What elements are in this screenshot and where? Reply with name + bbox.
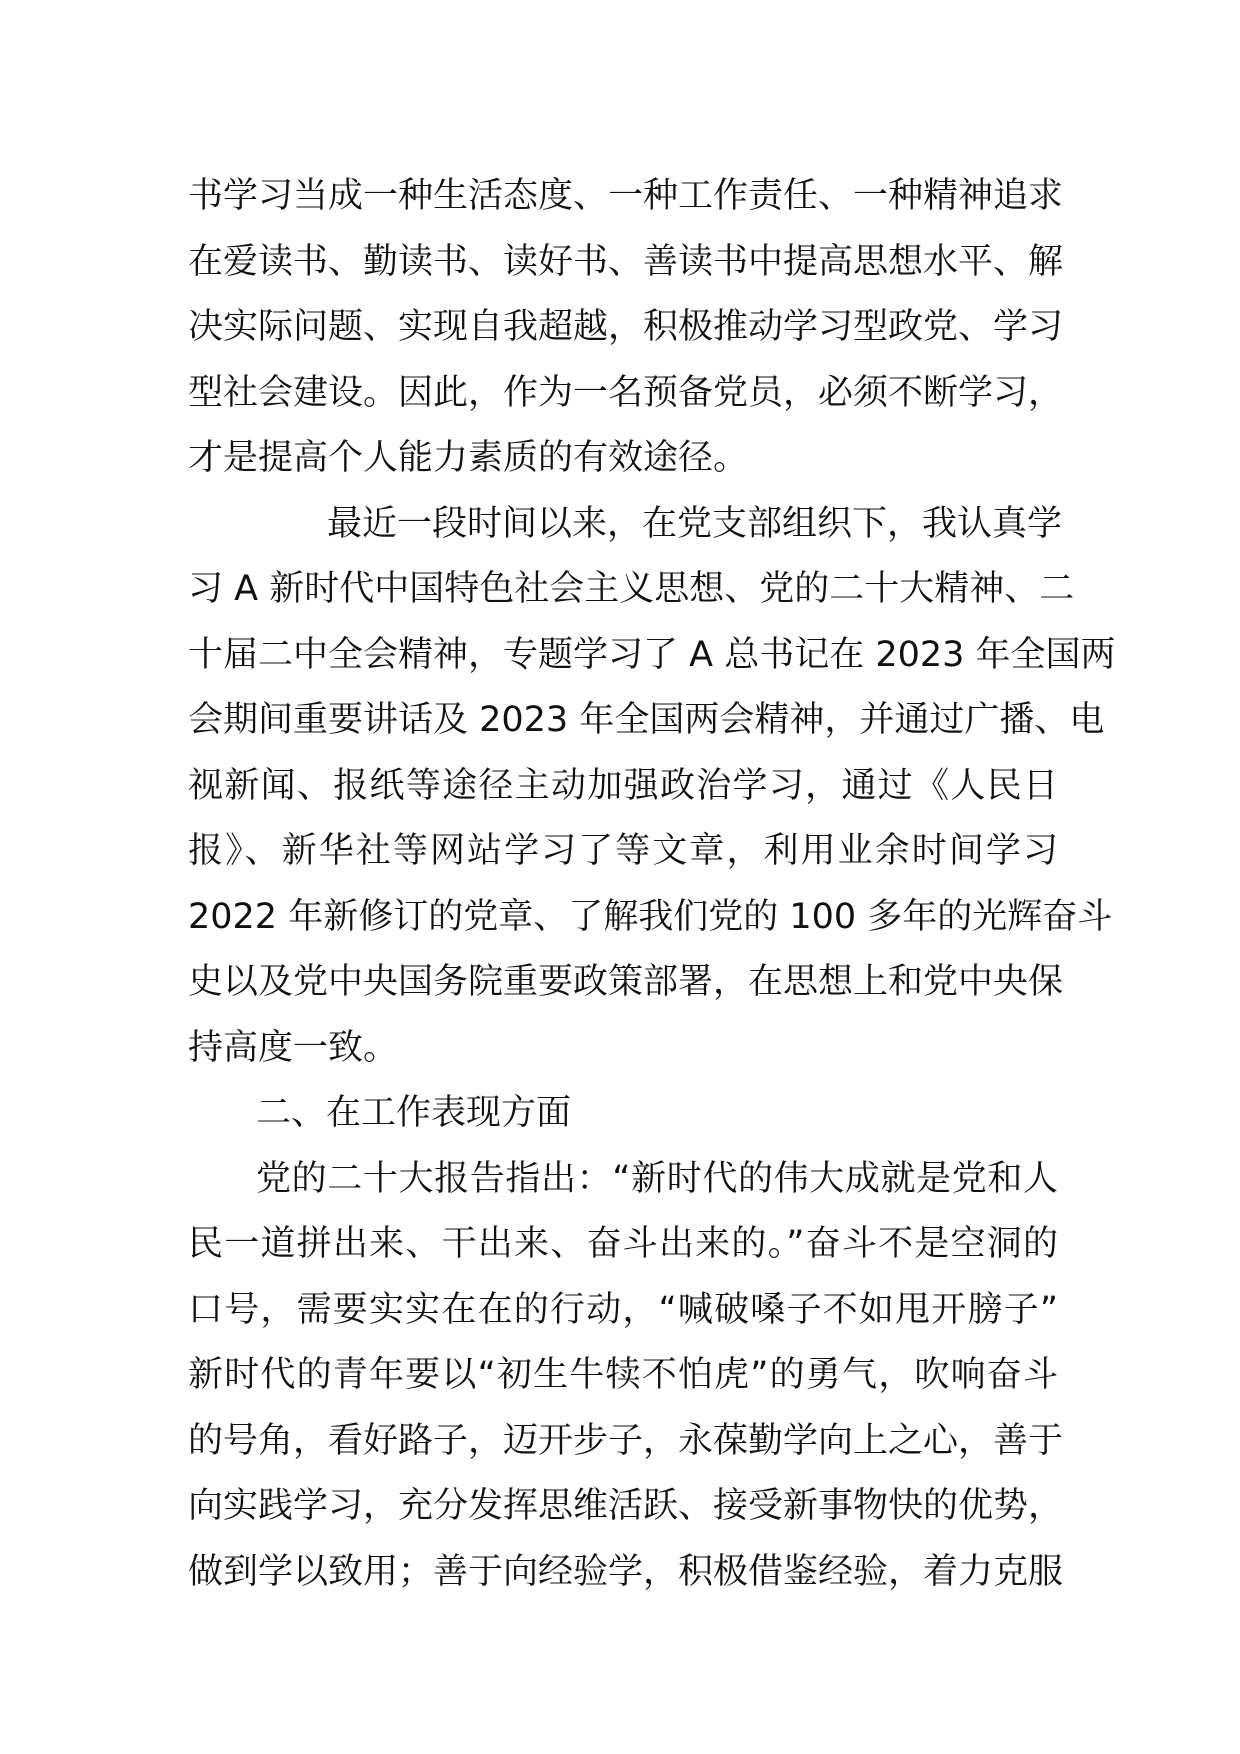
text-line: 新时代的青年要以“初生牛犊不怕虎”的勇气，吹响奋斗 — [188, 1355, 1058, 1395]
text-line: 报》、新华社等网站学习了等文章，利用业余时间学习 — [188, 831, 1058, 871]
text-line: 会期间重要讲话及 2023 年全国两会精神，并通过广播、电 — [188, 700, 1105, 740]
document-body — [188, 164, 1116, 1605]
text-line: 民一道拼出来、干出来、奋斗出来的。”奋斗不是空洞的 — [188, 1224, 1058, 1264]
text-line: 视新闻、报纸等途径主动加强政治学习，通过《人民日 — [188, 765, 1058, 806]
text-line: 决实际问题、实现自我超越，积极推动学习型政党、学习 — [188, 307, 1064, 347]
text-line: 才是提高个人能力素质的有效途径。 — [188, 438, 749, 478]
text-line: 向实践学习，充分发挥思维活跃、接受新事物快的优势， — [188, 1486, 1064, 1526]
paragraph-first-line: 最近一段时间以来，在党支部组织下，我认真学 — [327, 503, 1063, 544]
text-line: 持高度一致。 — [188, 1027, 399, 1068]
text-line: 2022 年新修订的党章、了解我们党的 100 多年的光辉奋斗 — [188, 896, 1113, 937]
text-line: 在爱读书、勤读书、读好书、善读书中提高思想水平、解 — [188, 241, 1064, 282]
text-line: 的号角，看好路子，迈开步子，永葆勤学向上之心，善于 — [188, 1420, 1064, 1461]
paragraph-first-line: 党的二十大报告指出：“新时代的伟大成就是党和人 — [256, 1158, 1058, 1199]
text-line: 习 A 新时代中国特色社会主义思想、党的二十大精神、二 — [188, 569, 1075, 609]
text-line: 型社会建设。因此，作为一名预备党员，必须不断学习， — [188, 372, 1064, 413]
text-line: 十届二中全会精神，专题学习了 A 总书记在 2023 年全国两 — [188, 634, 1116, 675]
text-line: 做到学以致用；善于向经验学，积极借鉴经验，着力克服 — [188, 1551, 1064, 1592]
text-line: 口号，需要实实在在的行动，“喊破嗓子不如甩开膀子” — [188, 1289, 1058, 1330]
section-heading: 二、在工作表现方面 — [256, 1093, 572, 1133]
text-line: 书学习当成一种生活态度、一种工作责任、一种精神追求 — [188, 176, 1064, 216]
text-line: 史以及党中央国务院重要政策部署，在思想上和党中央保 — [188, 962, 1064, 1002]
